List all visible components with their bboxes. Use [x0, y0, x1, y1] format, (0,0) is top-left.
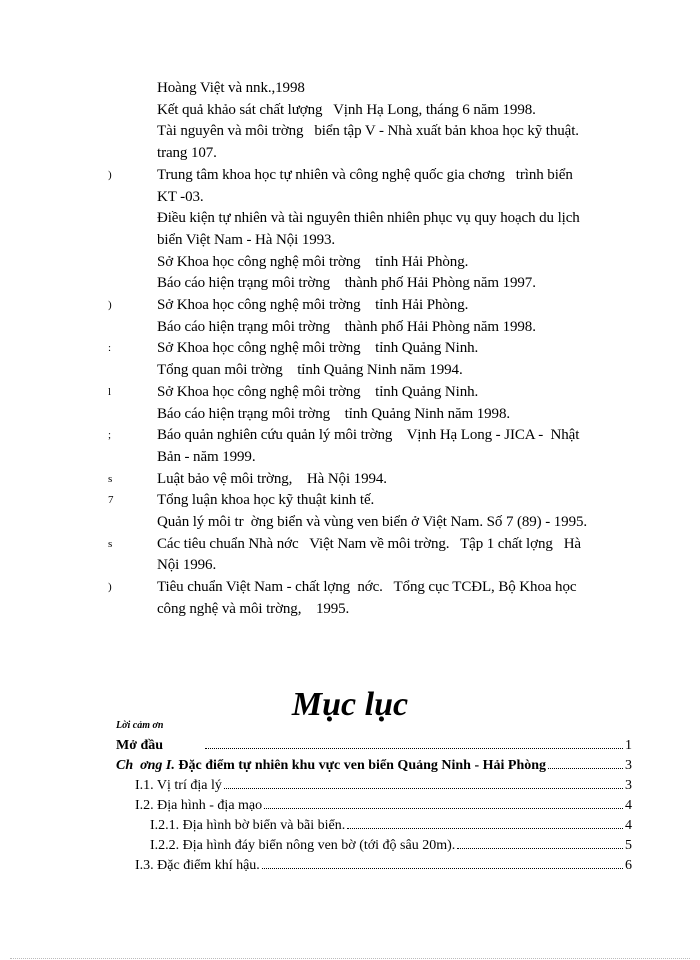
reference-bullet: ) — [108, 581, 112, 593]
reference-line: Báo cáo hiện trạng môi trờng thành phố Hải Phòng năm 1997. — [157, 275, 536, 291]
reference-line: Luật bảo vệ môi trờng, Hà Nội 1994. — [157, 471, 387, 487]
reference-line: Kết quả khảo sát chất lượng Vịnh Hạ Long, tháng 6 năm 1998. — [157, 102, 536, 118]
reference-line: Báo quản nghiên cứu quản lý môi trờng Vịnh Hạ Long - JICA - Nhật — [157, 427, 580, 443]
toc-entry-label: I.2. Địa hình - địa mạo — [135, 798, 263, 813]
acknowledgement-heading: Lời cảm ơn — [116, 720, 164, 731]
toc-title: Mục lục — [291, 686, 409, 723]
reference-bullet: s — [108, 473, 113, 485]
toc-entry-page: 5 — [625, 838, 632, 853]
reference-bullet: l — [108, 386, 112, 398]
reference-line: Sở Khoa học công nghệ môi trờng tỉnh Quảng Ninh. — [157, 340, 479, 356]
toc-entry-page: 3 — [625, 778, 632, 793]
reference-bullet: s — [108, 538, 113, 550]
reference-line: trang 107. — [157, 145, 217, 161]
toc-leader-dots — [548, 754, 623, 769]
reference-bullet: ) — [108, 299, 112, 311]
toc-entry-label: Đặc điểm tự nhiên khu vực ven biển Quảng Ninh - Hải Phòng — [174, 758, 547, 773]
reference-bullet: : — [108, 342, 112, 354]
toc-entry-prefix: Ch ơng I. — [116, 758, 175, 773]
reference-line: Trung tâm khoa học tự nhiên và công nghệ quốc gia chơng trình biển — [157, 167, 573, 183]
toc-entry-label: I.3. Đặc điểm khí hậu. — [135, 858, 260, 873]
reference-line: Sở Khoa học công nghệ môi trờng tỉnh Hải Phòng. — [157, 297, 469, 313]
reference-line: Sở Khoa học công nghệ môi trờng tỉnh Quảng Ninh. — [157, 384, 479, 400]
reference-line: Tiêu chuẩn Việt Nam - chất lợng nớc. Tổng cục TCĐL, Bộ Khoa học — [157, 579, 577, 595]
reference-line: Nội 1996. — [157, 557, 217, 573]
reference-line: Điều kiện tự nhiên và tài nguyên thiên nhiên phục vụ quy hoạch du lịch — [157, 210, 580, 226]
reference-line: Quản lý môi tr ờng biển và vùng ven biển ở Việt Nam. Số 7 (89) - 1995. — [157, 514, 588, 530]
reference-line: biển Việt Nam - Hà Nội 1993. — [157, 232, 336, 248]
reference-line: Báo cáo hiện trạng môi trờng tỉnh Quảng Ninh năm 1998. — [157, 406, 511, 422]
toc-entry-1-2-1[interactable] — [150, 814, 632, 834]
reference-line: Tổng quan môi trờng tỉnh Quảng Ninh năm 1994. — [157, 362, 463, 378]
reference-bullet: 7 — [108, 494, 114, 506]
toc-entry-1-2[interactable] — [135, 794, 632, 814]
toc-entry-label: Mở đầu — [116, 738, 164, 753]
toc-entry-page: 4 — [625, 798, 632, 813]
toc-leader-dots — [264, 794, 623, 809]
toc-leader-dots — [457, 834, 623, 849]
reference-line: Tổng luận khoa học kỹ thuật kinh tế. — [157, 492, 375, 508]
reference-line: Bản - năm 1999. — [157, 449, 256, 465]
toc-leader-dots — [347, 814, 623, 829]
toc-entry-label: I.2.2. Địa hình đáy biển nông ven bờ (tới độ sâu 20m). — [150, 838, 456, 853]
toc-entry-1-1[interactable] — [135, 774, 632, 794]
reference-line: KT -03. — [157, 189, 204, 205]
reference-line: Hoàng Việt và nnk.,1998 — [157, 80, 305, 96]
toc-entry-chapter-1[interactable] — [116, 754, 632, 774]
toc-entry-page: 4 — [625, 818, 632, 833]
reference-line: Sở Khoa học công nghệ môi trờng tỉnh Hải Phòng. — [157, 254, 469, 270]
toc-entry-label: I.1. Vị trí địa lý — [135, 778, 222, 793]
page-bottom-divider — [10, 958, 690, 959]
toc-entry-page: 1 — [625, 738, 632, 753]
toc-leader-dots — [224, 774, 623, 789]
reference-line: công nghệ và môi trờng, 1995. — [157, 601, 350, 617]
reference-bullet: ) — [108, 169, 112, 181]
reference-bullet: ; — [108, 429, 112, 441]
toc-entry-page: 6 — [625, 858, 632, 873]
toc-entry-1-3[interactable] — [135, 854, 632, 874]
toc-entry-label: I.2.1. Địa hình bờ biển và bãi biển. — [150, 818, 346, 833]
reference-line: Các tiêu chuẩn Nhà nớc Việt Nam về môi trờng. Tập 1 chất lợng Hà — [157, 536, 581, 552]
toc-entry-1-2-2[interactable] — [150, 834, 632, 854]
reference-line: Báo cáo hiện trạng môi trờng thành phố Hải Phòng năm 1998. — [157, 319, 536, 335]
toc-entry-page: 3 — [625, 758, 632, 773]
toc-leader-dots — [205, 734, 623, 749]
reference-line: Tài nguyên và môi trờng biển tập V - Nhà xuất bản khoa học kỹ thuật. — [157, 123, 579, 139]
toc-leader-dots — [262, 854, 623, 869]
toc-entry-intro[interactable] — [116, 734, 632, 754]
